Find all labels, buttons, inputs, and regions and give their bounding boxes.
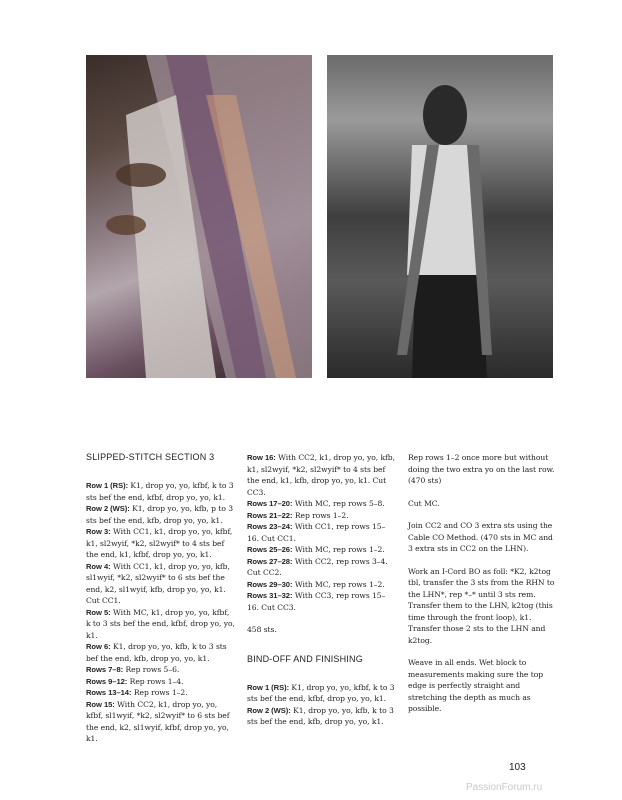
row-label: Rows 27–28: bbox=[247, 556, 293, 566]
row-instructions: With MC, rep rows 1–2. bbox=[292, 579, 385, 589]
watermark: PassionForum.ru bbox=[466, 782, 543, 793]
row-label: Row 3: bbox=[86, 527, 111, 536]
row-label: Rows 21–22: bbox=[247, 510, 293, 520]
row-label: Rows 31–32: bbox=[247, 591, 293, 600]
column-1 bbox=[86, 452, 236, 745]
row-label: Rows 9–12: bbox=[86, 676, 128, 686]
row-instructions: With CC2, k1, drop yo, yo, kfbf, sl1wyif, *k2, sl2wyif* to 6 sts bef the end, k2, sl1wyif, kfbf, drop yo, yo, k1. bbox=[86, 699, 230, 743]
page-number: 103 bbox=[509, 762, 526, 773]
row-instructions: K1, drop yo, yo, kfbf, k to 3 sts bef the end, kfbf, drop yo, yo, k1. bbox=[86, 481, 234, 502]
row-label: Row 1 (RS): bbox=[86, 481, 129, 490]
row-instructions: Rep rows 1–2. bbox=[292, 510, 349, 520]
row-instructions: K1, drop yo, yo, kfb, k to 3 sts bef the end, kfb, drop yo, yo, k1. bbox=[86, 642, 227, 663]
pattern-row bbox=[86, 607, 236, 642]
pattern-row bbox=[86, 664, 236, 676]
section-heading: BIND-OFF AND FINISHING bbox=[247, 653, 363, 664]
shawl-closeup-illustration bbox=[86, 55, 312, 378]
row-label: Row 2 (WS): bbox=[86, 504, 130, 513]
instruction-paragraph: Weave in all ends. Wet block to measurements making sure the top edge is perfectly straight and stretching the depth as much as possible. bbox=[408, 658, 544, 713]
row-instructions: With CC1, k1, drop yo, yo, kfbf, k1, sl2wyif, *k2, sl2wyif* to 4 sts bef the end, k1, kfbf, drop yo, yo, k1. bbox=[86, 527, 233, 559]
row-label: Row 15: bbox=[86, 699, 115, 709]
row-instructions: With CC1, k1, drop yo, yo, kfb, sl1wyif, *k2, sl2wyif* to 6 sts bef the end, k2, sl1wyif, kfb, drop yo, yo, k1. Cut CC1. bbox=[86, 561, 230, 605]
row-label: Row 6: bbox=[86, 642, 111, 651]
pattern-row bbox=[86, 561, 236, 607]
row-instructions: With MC, rep rows 5–8. bbox=[292, 499, 385, 508]
pattern-row bbox=[247, 452, 397, 498]
pattern-row bbox=[247, 579, 397, 591]
row-instructions: With CC2, k1, drop yo, yo, kfb, k1, sl2wyif, *k2, sl2wyif* to 4 sts bef the end, k1, kfb, drop yo, yo, k1. Cut CC3. bbox=[247, 453, 395, 497]
row-instructions: With MC, rep rows 1–2. bbox=[292, 545, 385, 554]
row-instructions: K1, drop yo, yo, kfb, p to 3 sts bef the end, kfb, drop yo, yo, k1. bbox=[86, 504, 234, 525]
row-label: Rows 17–20: bbox=[247, 499, 293, 508]
pattern-row bbox=[86, 503, 236, 526]
pattern-row bbox=[86, 676, 236, 688]
row-label: Rows 29–30: bbox=[247, 579, 293, 589]
row-instructions: Rep rows 1–2. bbox=[131, 688, 188, 697]
row-instructions: With CC3, rep rows 15–16. Cut CC3. bbox=[247, 591, 386, 612]
row-label: Row 2 (WS): bbox=[247, 705, 291, 715]
instruction-paragraph: Work an I-Cord BO as foll: *K2, k2tog tbl, transfer the 3 sts from the RHN to the LHN*, rep *–* until 3 sts rem. Transfer them to the LHN, k2tog (this time through the front loop), k1. Transfer those 2 sts to the LHN and k2tog. bbox=[408, 566, 555, 645]
row-label: Rows 25–26: bbox=[247, 545, 293, 554]
pattern-row bbox=[247, 544, 397, 556]
row-instructions: K1, drop yo, yo, kfbf, k to 3 sts bef the end, kfbf, drop yo, yo, k1. bbox=[247, 682, 395, 703]
pattern-row bbox=[247, 521, 397, 544]
pattern-row bbox=[247, 705, 397, 728]
row-instructions: With MC, k1, drop yo, yo, kfbf, k to 3 sts bef the end, kfbf, drop yo, yo, k1. bbox=[86, 607, 235, 640]
row-label: Rows 13–14: bbox=[86, 688, 132, 697]
row-instructions: With CC2, rep rows 3–4. Cut CC2. bbox=[247, 556, 388, 577]
section-heading: SLIPPED-STITCH SECTION 3 bbox=[86, 452, 215, 462]
row-label: Row 16: bbox=[247, 453, 276, 462]
row-instructions: Rep rows 1–4. bbox=[127, 676, 184, 686]
row-label: Row 5: bbox=[86, 607, 111, 617]
row-instructions: Rep rows 5–6. bbox=[123, 665, 180, 674]
instruction-paragraph: Join CC2 and CO 3 extra sts using the Cable CO Method. (470 sts in MC and 3 extra sts in CC2 on the LHN). bbox=[408, 521, 553, 553]
pattern-row bbox=[247, 498, 397, 510]
pattern-row bbox=[247, 556, 397, 579]
stitch-count: 458 sts. bbox=[247, 625, 277, 634]
pattern-row bbox=[247, 510, 397, 522]
pattern-row bbox=[86, 687, 236, 699]
instruction-paragraph: Cut MC. bbox=[408, 498, 440, 508]
row-label: Row 4: bbox=[86, 561, 111, 571]
instruction-paragraph: Rep rows 1–2 once more but without doing the two extra yo on the last row. (470 sts) bbox=[408, 453, 555, 485]
person-illustration bbox=[327, 55, 553, 378]
row-label: Row 1 (RS): bbox=[247, 682, 290, 692]
pattern-row bbox=[86, 699, 236, 745]
shawl-closeup-photo bbox=[86, 55, 312, 378]
row-instructions: With CC1, rep rows 15–16. Cut CC1. bbox=[247, 522, 386, 543]
column-3 bbox=[408, 452, 558, 726]
pattern-row bbox=[86, 526, 236, 561]
pattern-row bbox=[86, 641, 236, 664]
pattern-row bbox=[247, 682, 397, 705]
pattern-row bbox=[86, 480, 236, 503]
column-2 bbox=[247, 452, 397, 728]
row-instructions: K1, drop yo, yo, kfb, k to 3 sts bef the end, kfb, drop yo, yo, k1. bbox=[247, 705, 394, 726]
row-label: Rows 7–8: bbox=[86, 665, 124, 674]
person-wearing-shawl-photo bbox=[327, 55, 553, 378]
pattern-row bbox=[247, 590, 397, 613]
row-label: Rows 23–24: bbox=[247, 522, 293, 531]
